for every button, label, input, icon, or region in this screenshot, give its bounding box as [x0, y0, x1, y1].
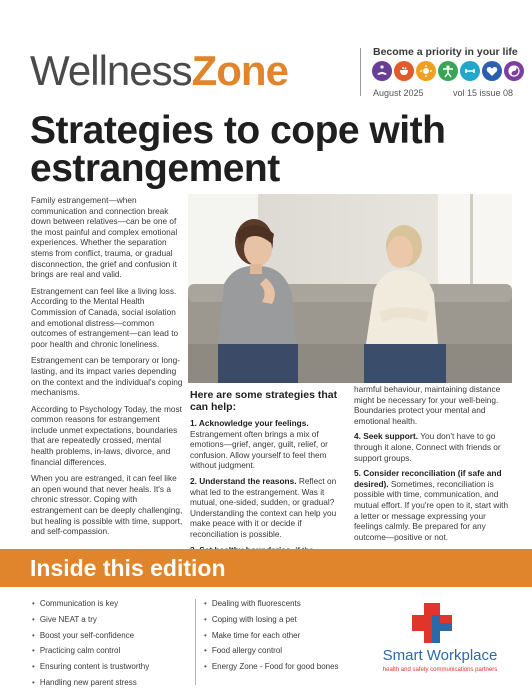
strategy-title: 5. Consider reconciliation (if safe and desired).	[354, 468, 502, 489]
strategy-continuation: harmful behaviour, maintaining distance might be necessary for your well-being. Boundaries protect your mental and emotional health.	[354, 384, 501, 426]
issue-date: August 2025	[373, 88, 424, 98]
list-item: • Ensuring content is trustworthy	[32, 659, 149, 675]
list-item: • Make time for each other	[204, 628, 339, 644]
intro-paragraph: Family estrangement—when communication and connection break down between relatives—can be one of the most painful and complex emotional experiences. Whether the separation stems from conflict, trauma, or gradual disconnection, the grief and confusion it brings are real and valid.	[31, 195, 178, 280]
list-item: • Dealing with fluorescents	[204, 596, 339, 612]
intro-paragraph: Estrangement can feel like a living loss. According to the Mental Health Commission of Canada, social isolation and emotional distress—common outcomes of estrangement—can lead to poor health and chronic loneliness.	[31, 285, 179, 349]
list-item: • Give NEAT a try	[32, 612, 149, 628]
logo-wellness: Wellness	[30, 47, 192, 94]
intro-paragraph: Estrangement can be temporary or long-lasting, and its impact varies depending on the context and the individual's coping mechanisms.	[31, 355, 183, 398]
strategy-body: Reflect on what led to the estrangement. Was it mutual, one-sided, sudden, or gradual? Understanding the context can help you make peace with it or decide if reconciliation is possible.	[190, 475, 337, 539]
inside-edition-title: Inside this edition	[30, 555, 226, 581]
list-item: • Practicing calm control	[32, 643, 149, 659]
strategies-heading: Here are some strategies that can help:	[190, 389, 338, 413]
masthead-divider	[360, 48, 361, 96]
strategy-item	[190, 418, 346, 471]
tagline: Become a priority in your life	[373, 46, 518, 58]
photo-illustration	[188, 194, 512, 383]
headline: Strategies to cope with estrangement	[30, 109, 446, 190]
brand-tagline: health and safety communications partners	[382, 667, 498, 673]
intro-paragraph: According to Psychology Today, the most common reasons for estrangement include unmet expectations, boundaries that are repeatedly crossed, mental health problems, in-laws, divorce, and financial differences.	[31, 403, 182, 467]
strategy-body: Estrangement often brings a mix of emotions—grief, anger, guilt, relief, or confusion. Allow yourself to feel them without judgment.	[190, 428, 328, 471]
issue-number: vol 15 issue 08	[452, 88, 513, 98]
estrangement-photo	[188, 194, 512, 383]
food-icon	[394, 61, 414, 81]
list-item: • Handling new parent stress	[32, 675, 149, 691]
strategy-title: 1. Acknowledge your feelings.	[190, 418, 309, 428]
brand-name: Smart Workplace	[382, 647, 498, 664]
strategy-body: Sometimes, reconciliation is possible with time, communication, and mutual effort. If you're open to it, start with a letter or message expressing your feelings calmly. Be prepared for any outcome—positive or not.	[354, 478, 509, 542]
person-icon	[438, 61, 458, 81]
list-item: • Communication is key	[32, 596, 149, 612]
sun-icon	[416, 61, 436, 81]
strategy-title: 2. Understand the reasons.	[190, 475, 297, 486]
list-item: • Coping with losing a pet	[204, 612, 339, 628]
heart-icon	[482, 61, 502, 81]
list-item: • Energy Zone - Food for good bones	[204, 659, 339, 675]
edition-list-right	[204, 596, 339, 675]
logo-zone: Zone	[191, 47, 288, 94]
smart-workplace-cross-icon	[410, 601, 454, 645]
masthead	[30, 44, 518, 100]
strategy-item	[354, 468, 510, 542]
wellness-icons	[372, 61, 524, 81]
list-item: • Food allergy control	[204, 643, 339, 659]
strategy-item	[354, 431, 510, 463]
edition-list-left	[32, 596, 149, 691]
logo	[30, 47, 288, 94]
fitness-icon	[460, 61, 480, 81]
issue-info	[373, 88, 513, 98]
strategies-column-2	[354, 384, 510, 547]
intro-column	[31, 195, 183, 543]
strategy-body: You don't have to go through it alone. Connect with friends or support groups.	[354, 431, 501, 463]
strategy-item	[190, 476, 346, 540]
list-item: • Boost your self-confidence	[32, 628, 149, 644]
meditation-icon	[372, 61, 392, 81]
intro-paragraph: When you are estranged, it can feel like an open wound that never heals. It's a chronic stressor. Coping with estrangement can be deeply challenging, but healing is possible with time, support, and self-compassion.	[31, 473, 183, 537]
strategy-title: 4. Seek support.	[354, 431, 419, 442]
strategies-column-1	[190, 389, 346, 571]
yin-yang-icon	[504, 61, 524, 81]
list-divider	[195, 599, 196, 685]
